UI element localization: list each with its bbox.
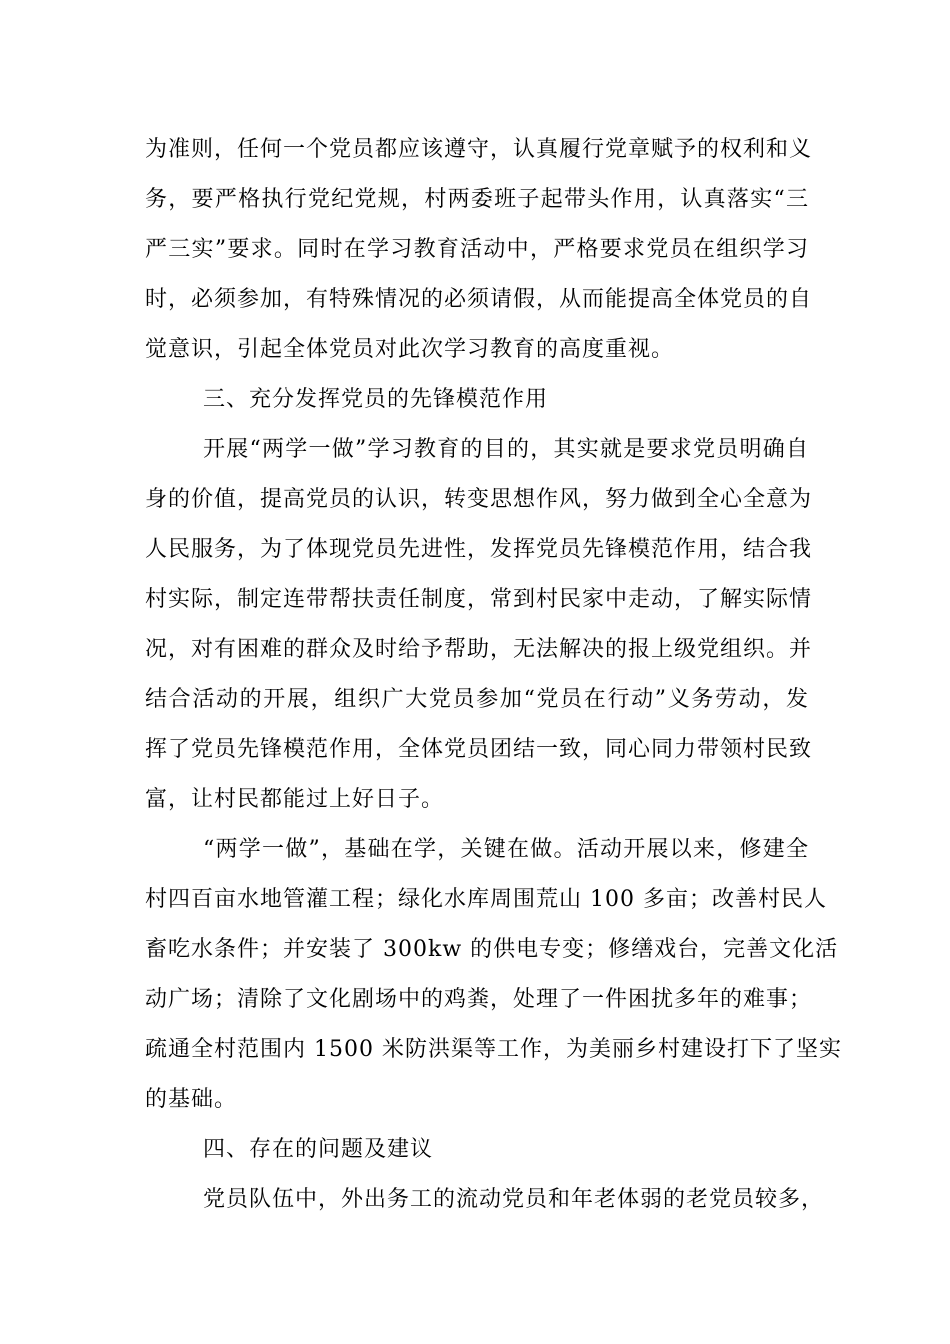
text-line-11: 况，对有困难的群众及时给予帮助，无法解决的报上级党组织。并 xyxy=(145,637,813,662)
text-line-3: 严三实”要求。同时在学习教育活动中，严格要求党员在组织学习 xyxy=(145,237,809,262)
text-line-18: 动广场；清除了文化剧场中的鸡粪，处理了一件困扰多年的难事； xyxy=(145,987,813,1012)
text-line-19: 疏通全村范围内 1500 米防洪渠等工作，为美丽乡村建设打下了坚实 xyxy=(145,1037,842,1062)
text-line-15: “两学一做”，基础在学，关键在做。活动开展以来，修建全 xyxy=(203,837,809,862)
text-line-17: 畜吃水条件；并安装了 300kw 的供电专变；修缮戏台，完善文化活 xyxy=(145,937,839,962)
text-line-13: 挥了党员先锋模范作用，全体党员团结一致，同心同力带领村民致 xyxy=(145,737,813,762)
text-line-7: 开展“两学一做”学习教育的目的，其实就是要求党员明确自 xyxy=(203,437,809,462)
document-body xyxy=(145,125,842,1225)
text-line-16: 村四百亩水地管灌工程；绿化水库周围荒山 100 多亩；改善村民人 xyxy=(145,887,827,912)
text-line-1: 为准则，任何一个党员都应该遵守，认真履行党章赋予的权利和义 xyxy=(145,137,813,162)
text-line-12: 结合活动的开展，组织广大党员参加“党员在行动”义务劳动，发 xyxy=(145,687,809,712)
text-line-20: 的基础。 xyxy=(145,1087,238,1112)
section-heading-3: 三、充分发挥党员的先锋模范作用 xyxy=(203,387,549,412)
text-line-4: 时，必须参加，有特殊情况的必须请假，从而能提高全体党员的自 xyxy=(145,287,813,312)
text-line-22: 党员队伍中，外出务工的流动党员和年老体弱的老党员较多， xyxy=(203,1187,825,1212)
text-line-8: 身的价值，提高党员的认识，转变思想作风，努力做到全心全意为 xyxy=(145,487,813,512)
text-line-9: 人民服务，为了体现党员先进性，发挥党员先锋模范作用，结合我 xyxy=(145,537,813,562)
text-line-2: 务，要严格执行党纪党规，村两委班子起带头作用，认真落实“三 xyxy=(145,187,809,212)
text-line-10: 村实际，制定连带帮扶责任制度，常到村民家中走动，了解实际情 xyxy=(145,587,813,612)
text-line-14: 富，让村民都能过上好日子。 xyxy=(145,787,445,812)
text-line-5: 觉意识，引起全体党员对此次学习教育的高度重视。 xyxy=(145,337,675,362)
section-heading-4: 四、存在的问题及建议 xyxy=(203,1137,434,1162)
